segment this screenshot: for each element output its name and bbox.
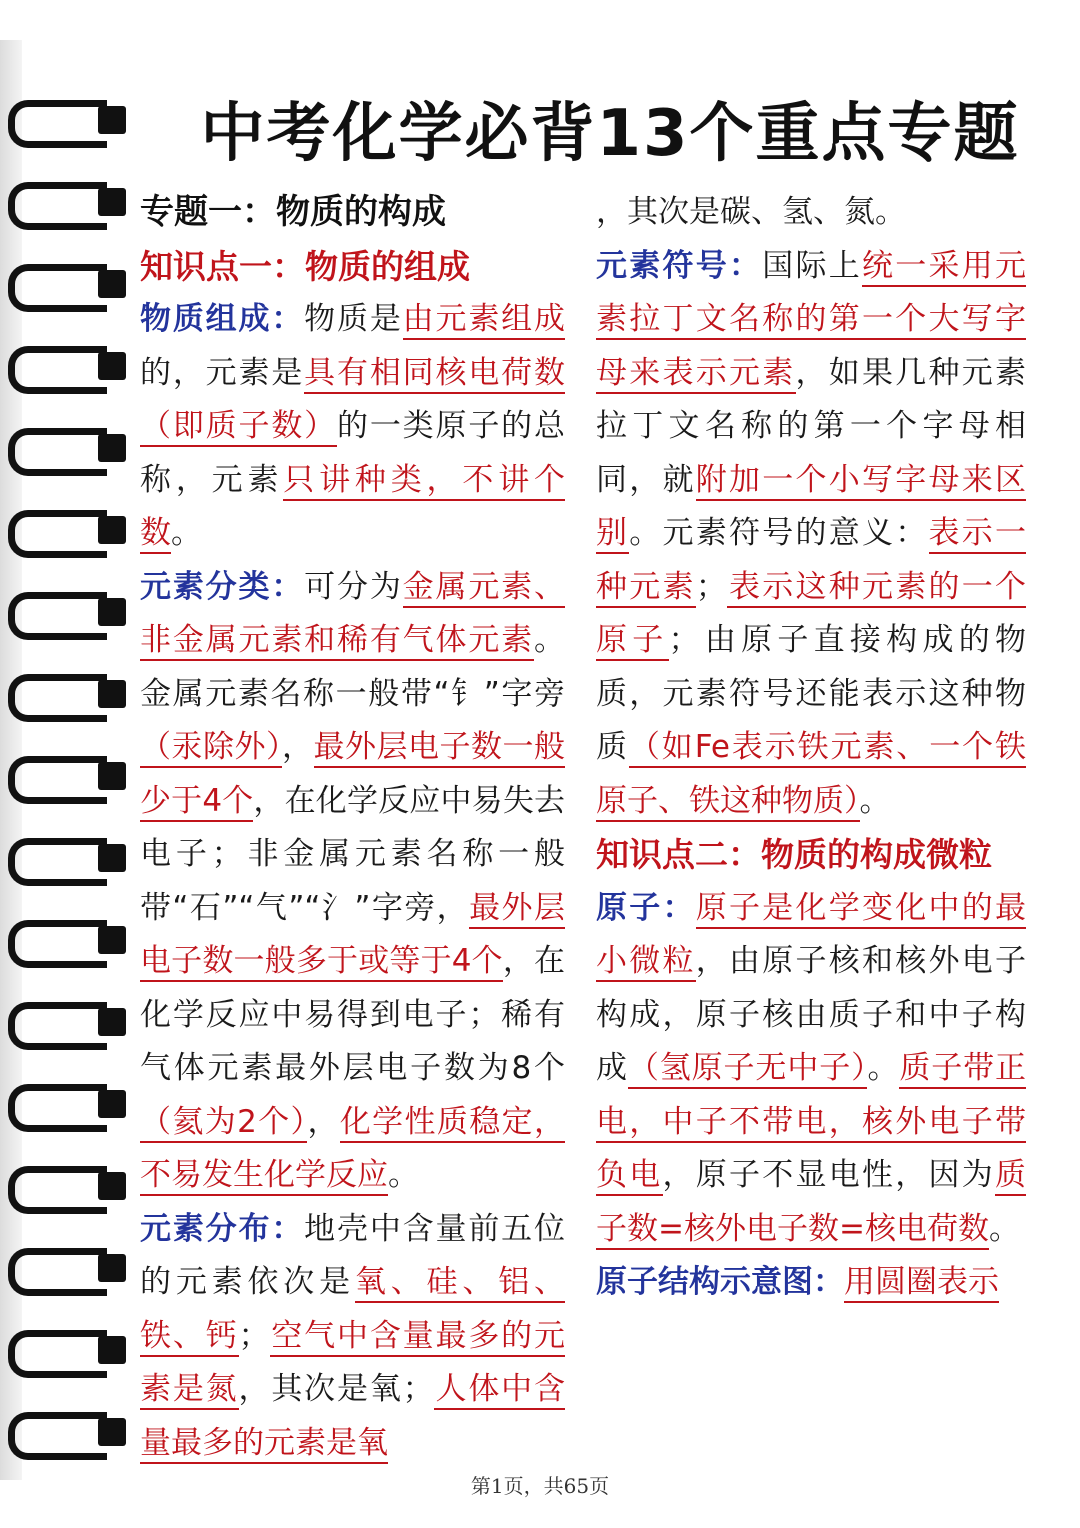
text: ， bbox=[307, 1103, 340, 1140]
paragraph-symbol bbox=[596, 240, 1026, 829]
binding-ring bbox=[8, 756, 126, 796]
ring-hole bbox=[98, 434, 126, 462]
spiral-binding bbox=[0, 40, 140, 1480]
topic-heading: 专题一：物质的构成 bbox=[140, 192, 446, 232]
page-number: 第1页，共65页 bbox=[470, 1474, 610, 1498]
highlight: 只讲种类，不讲个数 bbox=[140, 462, 565, 555]
binding-ring bbox=[8, 592, 126, 632]
text: ，如果几种元素拉丁文名称的第一个字母相同，就 bbox=[596, 354, 1026, 498]
left-column bbox=[140, 186, 565, 1470]
binding-ring bbox=[8, 182, 126, 222]
text: ； bbox=[695, 568, 727, 605]
label-classification: 元素分类： bbox=[140, 568, 305, 605]
text: 。 bbox=[867, 1050, 900, 1086]
ring-hole bbox=[98, 516, 126, 544]
ring-hole bbox=[98, 680, 126, 708]
page-title: 中考化学必背13个重点专题 bbox=[200, 97, 1020, 171]
text: ，原子不显电性，因为 bbox=[662, 1157, 995, 1193]
text: 。金属元素名称一般带“钅”字旁 bbox=[140, 622, 565, 712]
ring-loop bbox=[8, 1084, 107, 1132]
ring-loop bbox=[8, 592, 107, 640]
ring-hole bbox=[98, 270, 126, 298]
ring-hole bbox=[98, 188, 126, 216]
ring-loop bbox=[8, 346, 107, 394]
highlight: 最外层电子数一般少于4个 bbox=[140, 729, 565, 822]
highlight: 最外层电子数一般多于或等于4个 bbox=[140, 890, 565, 983]
binding-ring bbox=[8, 1412, 126, 1452]
ring-hole bbox=[98, 1418, 126, 1446]
ring-loop bbox=[8, 756, 107, 804]
ring-hole bbox=[98, 352, 126, 380]
highlight: 统一采用元素拉丁文名称的第一个大写字母来表示元素 bbox=[596, 248, 1026, 394]
binding-ring bbox=[8, 920, 126, 960]
ring-loop bbox=[8, 1248, 107, 1296]
ring-hole bbox=[98, 1090, 126, 1118]
ring-hole bbox=[98, 1008, 126, 1036]
ring-loop bbox=[8, 674, 107, 722]
highlight: 原子是化学变化中的最小微粒 bbox=[596, 890, 1026, 983]
text: 。 bbox=[859, 782, 891, 819]
ring-loop bbox=[8, 920, 107, 968]
highlight: 由元素组成 bbox=[403, 301, 565, 340]
ring-loop bbox=[8, 510, 107, 558]
label-atom: 原子： bbox=[596, 889, 696, 926]
knowledge-point-heading: 知识点一：物质的组成 bbox=[140, 246, 470, 286]
text: ，在化学反应中易失去电子；非金属元素名称一般带“石”“气”“氵”字旁， bbox=[140, 782, 565, 926]
text: 地壳中含量前五位的元素依次是 bbox=[140, 1210, 566, 1300]
ring-loop bbox=[8, 1330, 107, 1378]
highlight: 质子带正电，中子不带电，核外电子带负电 bbox=[596, 1050, 1026, 1196]
label-structure: 原子结构示意图： bbox=[596, 1264, 844, 1300]
text: ， bbox=[282, 729, 314, 765]
highlight: 附加一个小写字母来区别 bbox=[596, 462, 1026, 555]
ring-loop bbox=[8, 1002, 107, 1050]
knowledge-point-heading-2: 知识点二：物质的构成微粒 bbox=[596, 835, 992, 874]
ring-loop bbox=[8, 428, 107, 476]
text: ，在化学反应中易得到电子；稀有气体元素最外层电子数为8个 bbox=[140, 943, 566, 1086]
right-column bbox=[596, 186, 1026, 1310]
ring-loop bbox=[8, 100, 107, 148]
ring-hole bbox=[98, 1254, 126, 1282]
text: ； bbox=[238, 1317, 270, 1354]
paragraph-classification bbox=[140, 561, 565, 1203]
ring-hole bbox=[98, 598, 126, 626]
highlight: （如Fe表示铁元素、一个铁原子、铁这种物质） bbox=[596, 729, 1026, 822]
binding-ring bbox=[8, 1248, 126, 1288]
highlight: 金属元素、非金属元素和稀有气体元素 bbox=[140, 569, 565, 662]
text: 。 bbox=[171, 515, 202, 551]
highlight: 空气中含量最多的元素是氮 bbox=[140, 1318, 565, 1411]
binding-ring bbox=[8, 264, 126, 304]
paragraph-atom bbox=[596, 882, 1026, 1257]
ring-hole bbox=[98, 762, 126, 790]
binding-ring bbox=[8, 1166, 126, 1206]
text: 国际上 bbox=[762, 247, 862, 284]
highlight: （汞除外） bbox=[140, 729, 282, 768]
text: ，其次是碳、氢、氮。 bbox=[596, 194, 906, 230]
binding-ring bbox=[8, 346, 126, 386]
highlight: 表示一种元素 bbox=[596, 515, 1026, 608]
ring-loop bbox=[8, 838, 107, 886]
label-symbol: 元素符号： bbox=[596, 247, 763, 284]
ring-loop bbox=[8, 182, 107, 230]
text: 的一类原子的总称，元素 bbox=[140, 408, 565, 498]
text: ，由原子核和核外电子构成，原子核由质子和中子构成 bbox=[596, 943, 1026, 1086]
binding-ring bbox=[8, 1330, 126, 1370]
ring-hole bbox=[98, 1172, 126, 1200]
highlight: 人体中含量最多的元素是氧 bbox=[140, 1371, 565, 1464]
label-composition: 物质组成： bbox=[140, 301, 305, 337]
highlight: 氧、硅、铝、铁、钙 bbox=[140, 1264, 565, 1357]
text: 可分为 bbox=[304, 568, 403, 605]
highlight: 质子数=核外电子数=核电荷数 bbox=[596, 1157, 1026, 1250]
text: ，其次是氧； bbox=[238, 1371, 434, 1407]
text: 。 bbox=[388, 1157, 419, 1193]
binding-ring bbox=[8, 1002, 126, 1042]
highlight: （氢原子无中子） bbox=[628, 1050, 868, 1089]
highlight: 用圆圈表示 bbox=[844, 1264, 999, 1303]
ring-hole bbox=[98, 106, 126, 134]
text: 的，元素是 bbox=[140, 354, 305, 391]
highlight: 具有相同核电荷数（即质子数） bbox=[140, 355, 565, 448]
text: 。元素符号的意义： bbox=[629, 515, 929, 551]
paragraph-composition bbox=[140, 293, 565, 561]
binding-ring bbox=[8, 838, 126, 878]
highlight: 化学性质稳定，不易发生化学反应 bbox=[140, 1104, 565, 1197]
binding-ring bbox=[8, 510, 126, 550]
label-distribution: 元素分布： bbox=[140, 1210, 305, 1247]
ring-hole bbox=[98, 926, 126, 954]
ring-loop bbox=[8, 1412, 107, 1460]
paragraph-distribution bbox=[140, 1203, 565, 1471]
paragraph-distribution-cont bbox=[596, 186, 1026, 240]
paragraph-structure bbox=[596, 1256, 1026, 1310]
binding-ring bbox=[8, 1084, 126, 1124]
ring-hole bbox=[98, 1336, 126, 1364]
text: ；由原子直接构成的物质，元素符号还能表示这种物质 bbox=[596, 622, 1027, 765]
text: 。 bbox=[988, 1210, 1020, 1247]
highlight: 表示这种元素的一个原子 bbox=[596, 569, 1026, 662]
binding-ring bbox=[8, 100, 126, 140]
ring-loop bbox=[8, 264, 107, 312]
binding-ring bbox=[8, 674, 126, 714]
highlight: （氦为2个） bbox=[140, 1104, 307, 1143]
ring-hole bbox=[98, 844, 126, 872]
text: 物质是 bbox=[304, 301, 403, 337]
binding-ring bbox=[8, 428, 126, 468]
ring-loop bbox=[8, 1166, 107, 1214]
